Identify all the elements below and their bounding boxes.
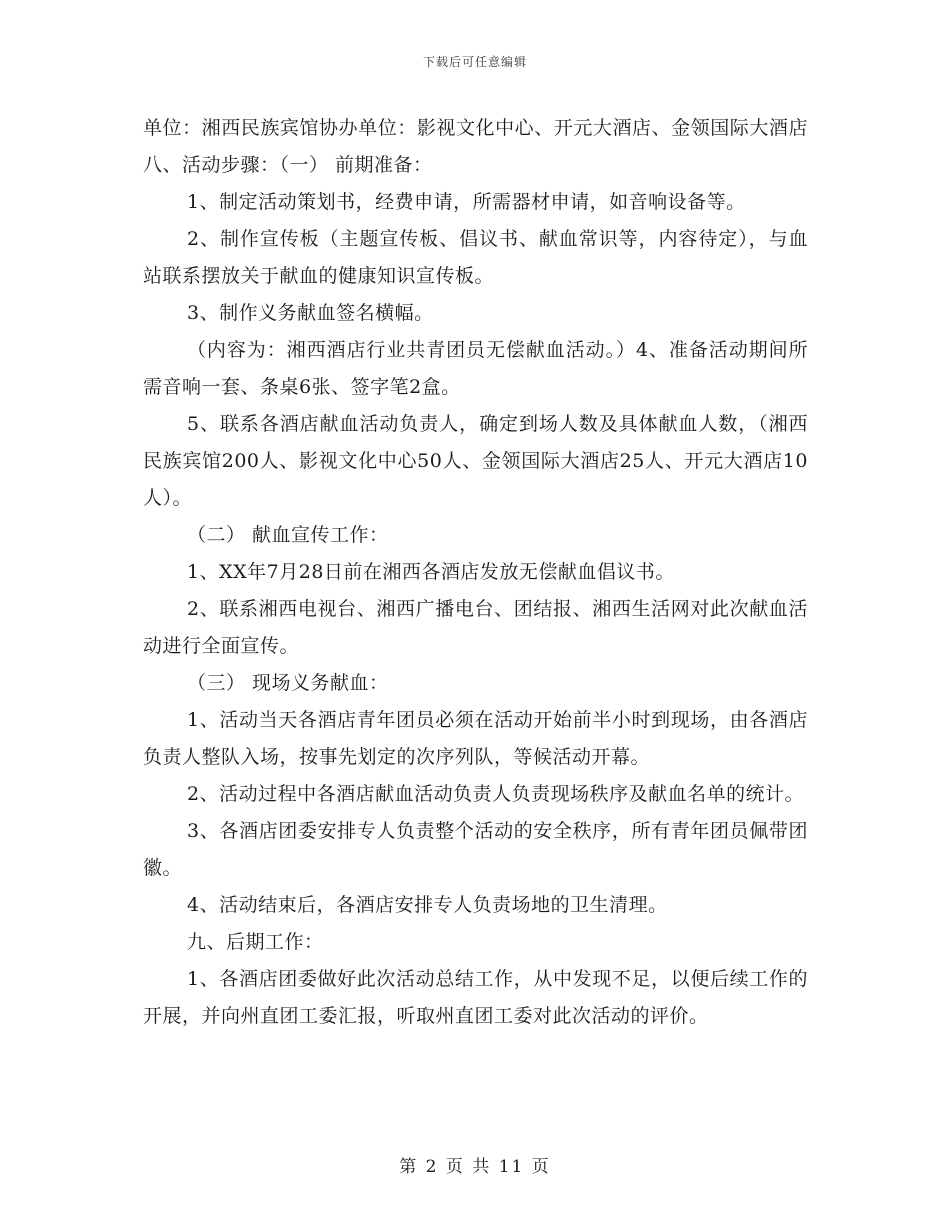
page-footer: 第 2 页 共 11 页 (399, 1157, 551, 1177)
paragraph-2: 1、制定活动策划书，经费申请，所需器材申请，如音响设备等。 (187, 191, 746, 213)
page-header: 下载后可任意编辑 (422, 55, 527, 69)
paragraph-16: 1、各酒店团委做好此次活动总结工作，从中发现不足，以便后续工作的开展，并向州直团工委汇报，听取州直团工委对此次活动的评价。 (143, 968, 808, 1027)
paragraph-14: 4、活动结束后，各酒店安排专人负责场地的卫生清理。 (187, 894, 668, 916)
document-body (143, 110, 808, 1035)
paragraph-11: 1、活动当天各酒店青年团员必须在活动开始前半小时到现场，由各酒店负责人整队入场，按事先划定的次序列队，等候活动开幕。 (143, 709, 808, 768)
paragraph-9: 2、联系湘西电视台、湘西广播电台、团结报、湘西生活网对此次献血活动进行全面宣传。 (143, 598, 808, 657)
paragraph-1: 单位：湘西民族宾馆协办单位：影视文化中心、开元大酒店、金领国际大酒店八、活动步骤：（一） 前期准备： (143, 117, 808, 176)
section-heading-3: （三） 现场义务献血： (187, 672, 389, 694)
paragraph-8: 1、XX年7月28日前在湘西各酒店发放无偿献血倡议书。 (187, 561, 675, 583)
section-heading-2: （二） 献血宣传工作： (187, 524, 389, 546)
paragraph-12: 2、活动过程中各酒店献血活动负责人负责现场秩序及献血名单的统计。 (187, 783, 805, 805)
paragraph-13: 3、各酒店团委安排专人负责整个活动的安全秩序，所有青年团员佩带团徽。 (143, 820, 808, 879)
paragraph-4: 3、制作义务献血签名横幅。 (187, 302, 434, 324)
section-heading-9: 九、后期工作： (187, 931, 324, 953)
paragraph-5: （内容为：湘西酒店行业共青团员无偿献血活动。）4、准备活动期间所需音响一套、条桌6张、签字笔2盒。 (143, 339, 808, 398)
paragraph-3: 2、制作宣传板（主题宣传板、倡议书、献血常识等，内容待定），与血站联系摆放关于献血的健康知识宣传板。 (143, 228, 808, 287)
paragraph-6: 5、联系各酒店献血活动负责人，确定到场人数及具体献血人数，（湘西民族宾馆200人、影视文化中心50人、金领国际大酒店25人、开元大酒店10人）。 (143, 413, 808, 509)
